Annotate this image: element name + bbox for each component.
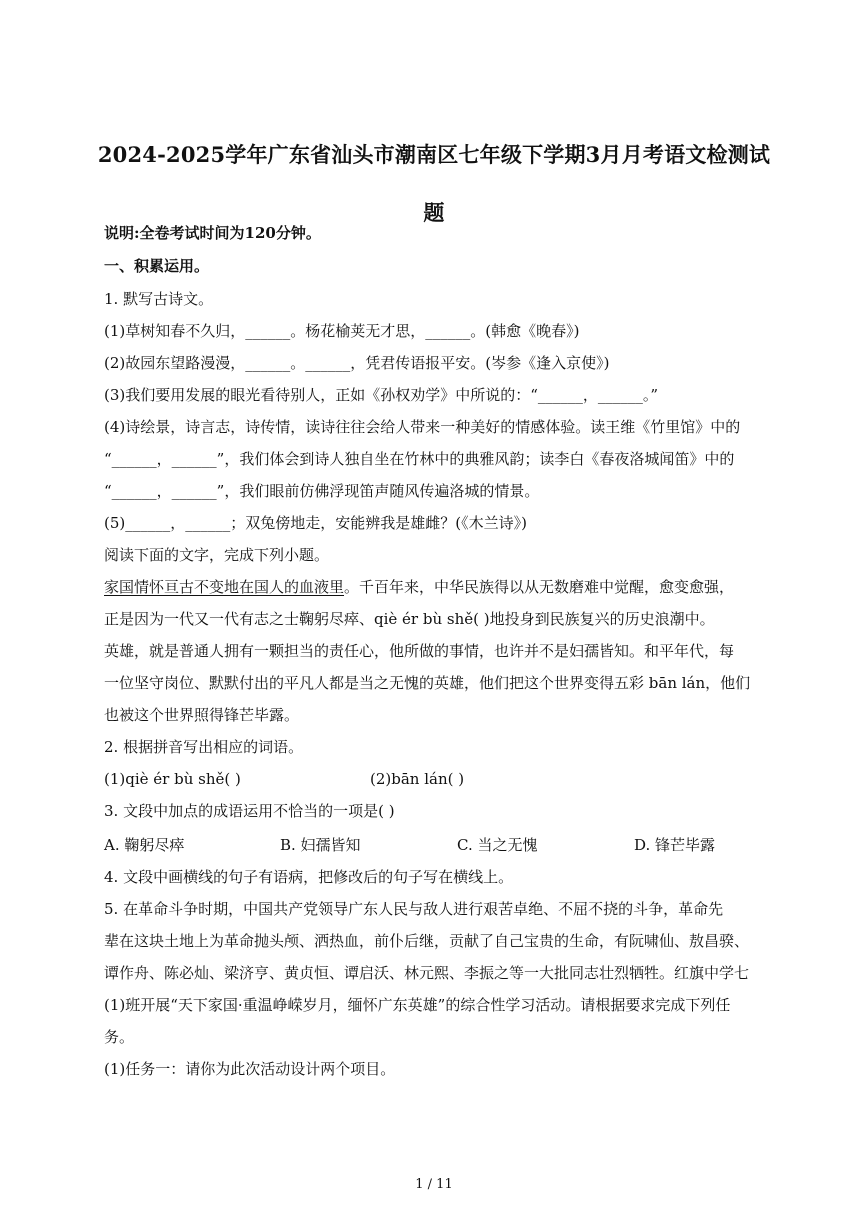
question-1-2: (2)故园东望路漫漫，______。______，凭君传语报平安。(岑参《逢入京使》) (104, 354, 610, 372)
title-line-2: 题 (423, 200, 445, 225)
underlined-sentence: 家国情怀亘古不变地在国人的血液里 (104, 578, 345, 596)
question-2: 2. 根据拼音写出相应的词语。 (104, 738, 304, 756)
question-1-5: (5)______，______；双兔傍地走，安能辨我是雄雌？(《木兰诗》) (104, 514, 527, 532)
question-2-item-1: (1)qiè ér bù shě( ) (104, 770, 241, 788)
passage-line-2: 正是因为一代又一代有志之士鞠躬尽瘁、qiè ér bù shě( )地投身到民族复兴的历史浪潮中。 (104, 610, 715, 628)
passage-line-5: 也被这个世界照得锋芒毕露。 (104, 706, 300, 724)
question-5-line-2: 辈在这块土地上为革命抛头颅、洒热血，前仆后继，贡献了自己宝贵的生命，有阮啸仙、敖昌骙、 (104, 932, 750, 950)
question-5-line-5: 务。 (104, 1028, 135, 1046)
question-5-line-1: 5. 在革命斗争时期，中国共产党领导广东人民与敌人进行艰苦卓绝、不屈不挠的斗争，革命先 (104, 900, 724, 918)
question-3-options (104, 834, 768, 856)
question-5-1: (1)任务一：请你为此次活动设计两个项目。 (104, 1060, 396, 1078)
option-a: A. 鞠躬尽瘁 (104, 836, 185, 854)
page-number: 1 / 11 (415, 1177, 453, 1192)
question-1: 1. 默写古诗文。 (104, 290, 214, 308)
passage-line-3: 英雄，就是普通人拥有一颗担当的责任心，他所做的事情，也许并不是妇孺皆知。和平年代，每 (104, 642, 735, 660)
passage-line-1-rest: 。千百年来，中华民族得以从无数磨难中觉醒，愈变愈强， (344, 578, 735, 596)
question-5-line-4: (1)班开展“天下家国·重温峥嵘岁月，缅怀广东英雄”的综合性学习活动。请根据要求完成下列任 (104, 996, 731, 1014)
question-2-item-2: (2)bān lán( ) (370, 770, 465, 788)
question-1-1: (1)草树知春不久归，______。杨花榆荚无才思，______。(韩愈《晚春》) (104, 322, 580, 340)
question-4: 4. 文段中画横线的句子有语病，把修改后的句子写在横线上。 (104, 868, 514, 886)
question-1-4-line-3: “______，______”，我们眼前仿佛浮现笛声随风传遍洛城的情景。 (104, 482, 540, 500)
reading-intro: 阅读下面的文字，完成下列小题。 (104, 546, 330, 564)
option-d: D. 锋芒毕露 (634, 836, 716, 854)
question-3: 3. 文段中加点的成语运用不恰当的一项是( ) (104, 802, 395, 820)
passage-line-4: 一位坚守岗位、默默付出的平凡人都是当之无愧的英雄，他们把这个世界变得五彩 bān lán，他们 (104, 674, 751, 692)
exam-note: 说明:全卷考试时间为120分钟。 (104, 224, 321, 242)
question-1-3: (3)我们要用发展的眼光看待别人，正如《孙权劝学》中所说的：“______，______。” (104, 386, 659, 404)
option-b: B. 妇孺皆知 (280, 836, 361, 854)
question-1-4-line-1: (4)诗绘景，诗言志，诗传情，读诗往往会给人带来一种美好的情感体验。读王维《竹里馆》中的 (104, 418, 741, 436)
question-5-line-3: 谭作舟、陈必灿、梁济亨、黄贞恒、谭启沃、林元熙、李振之等一大批同志壮烈牺牲。红旗中学七 (104, 964, 750, 982)
title-line-1: 2024-2025学年广东省汕头市潮南区七年级下学期3月月考语文检测试 (97, 142, 771, 167)
section-heading: 一、积累运用。 (104, 257, 210, 275)
option-c: C. 当之无愧 (457, 836, 538, 854)
question-2-answers (104, 768, 768, 790)
passage-line-1 (104, 576, 768, 598)
question-1-4-line-2: “______，______”，我们体会到诗人独自坐在竹林中的典雅风韵；读李白《春夜洛城闻笛》中的 (104, 450, 735, 468)
